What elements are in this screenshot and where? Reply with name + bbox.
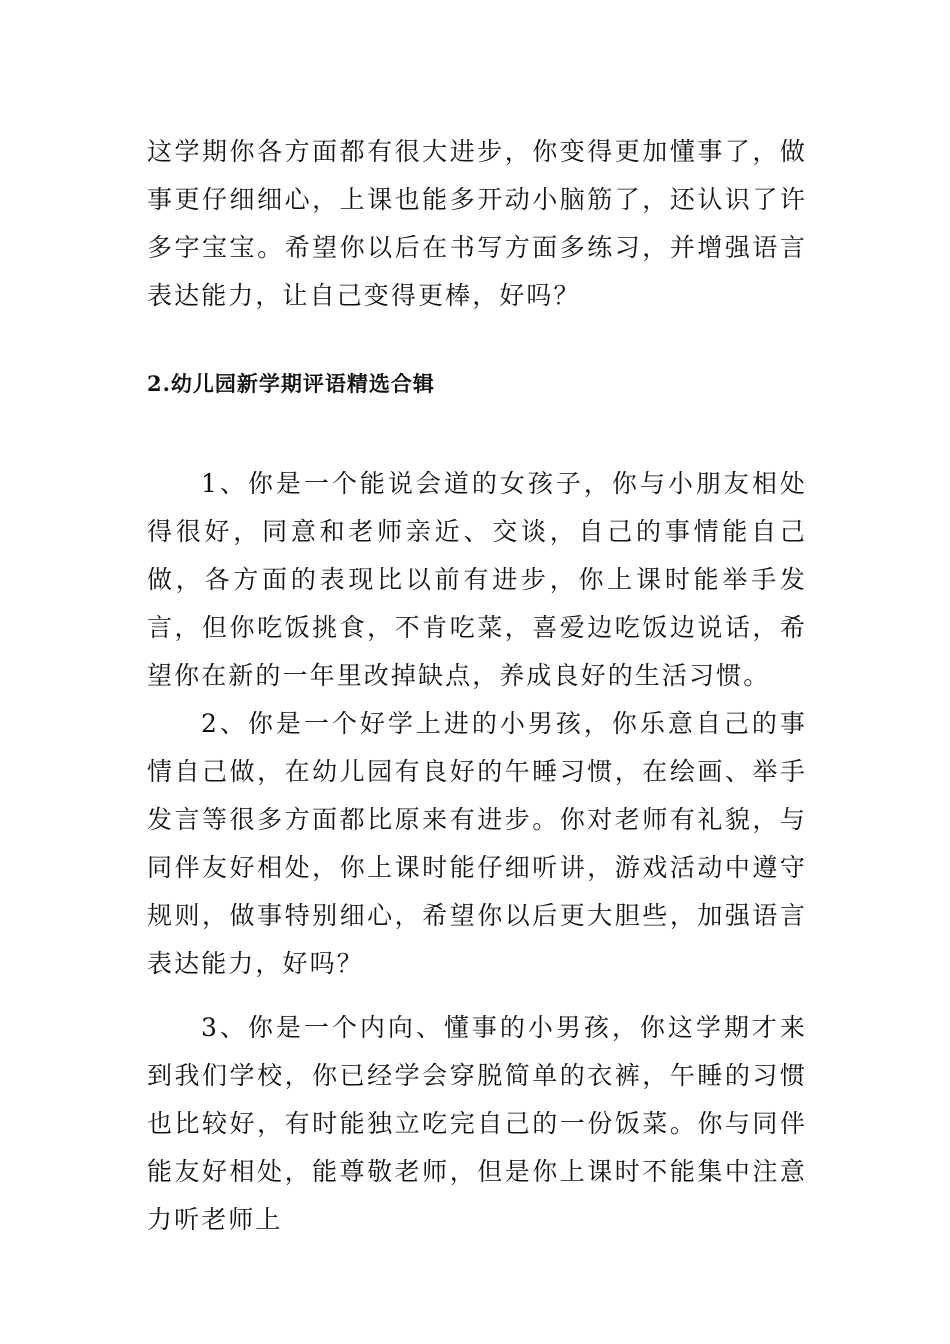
document-body bbox=[147, 128, 807, 1244]
comment-paragraph-2: 2、你是一个好学上进的小男孩，你乐意自己的事情自己做，在幼儿园有良好的午睡习惯，在绘画、举手发言等很多方面都比原来有进步。你对老师有礼貌，与同伴友好相处，你上课时能仔细听讲，游戏活动中遵守规则，做事特别细心，希望你以后更大胆些，加强语言表达能力，好吗？ bbox=[147, 709, 807, 978]
comment-paragraph-1: 1、你是一个能说会道的女孩子，你与小朋友相处得很好，同意和老师亲近、交谈，自己的事情能自己做，各方面的表现比以前有进步，你上课时能举手发言，但你吃饭挑食，不肯吃菜，喜爱边吃饭边说话，希望你在新的一年里改掉缺点，养成良好的生活习惯。 bbox=[147, 469, 807, 690]
section-heading: 2.幼儿园新学期评语精选合辑 bbox=[147, 371, 435, 396]
comment-paragraph-3: 3、你是一个内向、懂事的小男孩，你这学期才来到我们学校，你已经学会穿脱简单的衣裤，午睡的习惯也比较好，有时能独立吃完自己的一份饭菜。你与同伴能友好相处，能尊敬老师，但是你上课时不能集中注意力听老师上 bbox=[147, 1013, 807, 1234]
intro-paragraph: 这学期你各方面都有很大进步，你变得更加懂事了，做事更仔细细心，上课也能多开动小脑筋了，还认识了许多字宝宝。希望你以后在书写方面多练习，并增强语言表达能力，让自己变得更棒，好吗？ bbox=[147, 137, 807, 310]
